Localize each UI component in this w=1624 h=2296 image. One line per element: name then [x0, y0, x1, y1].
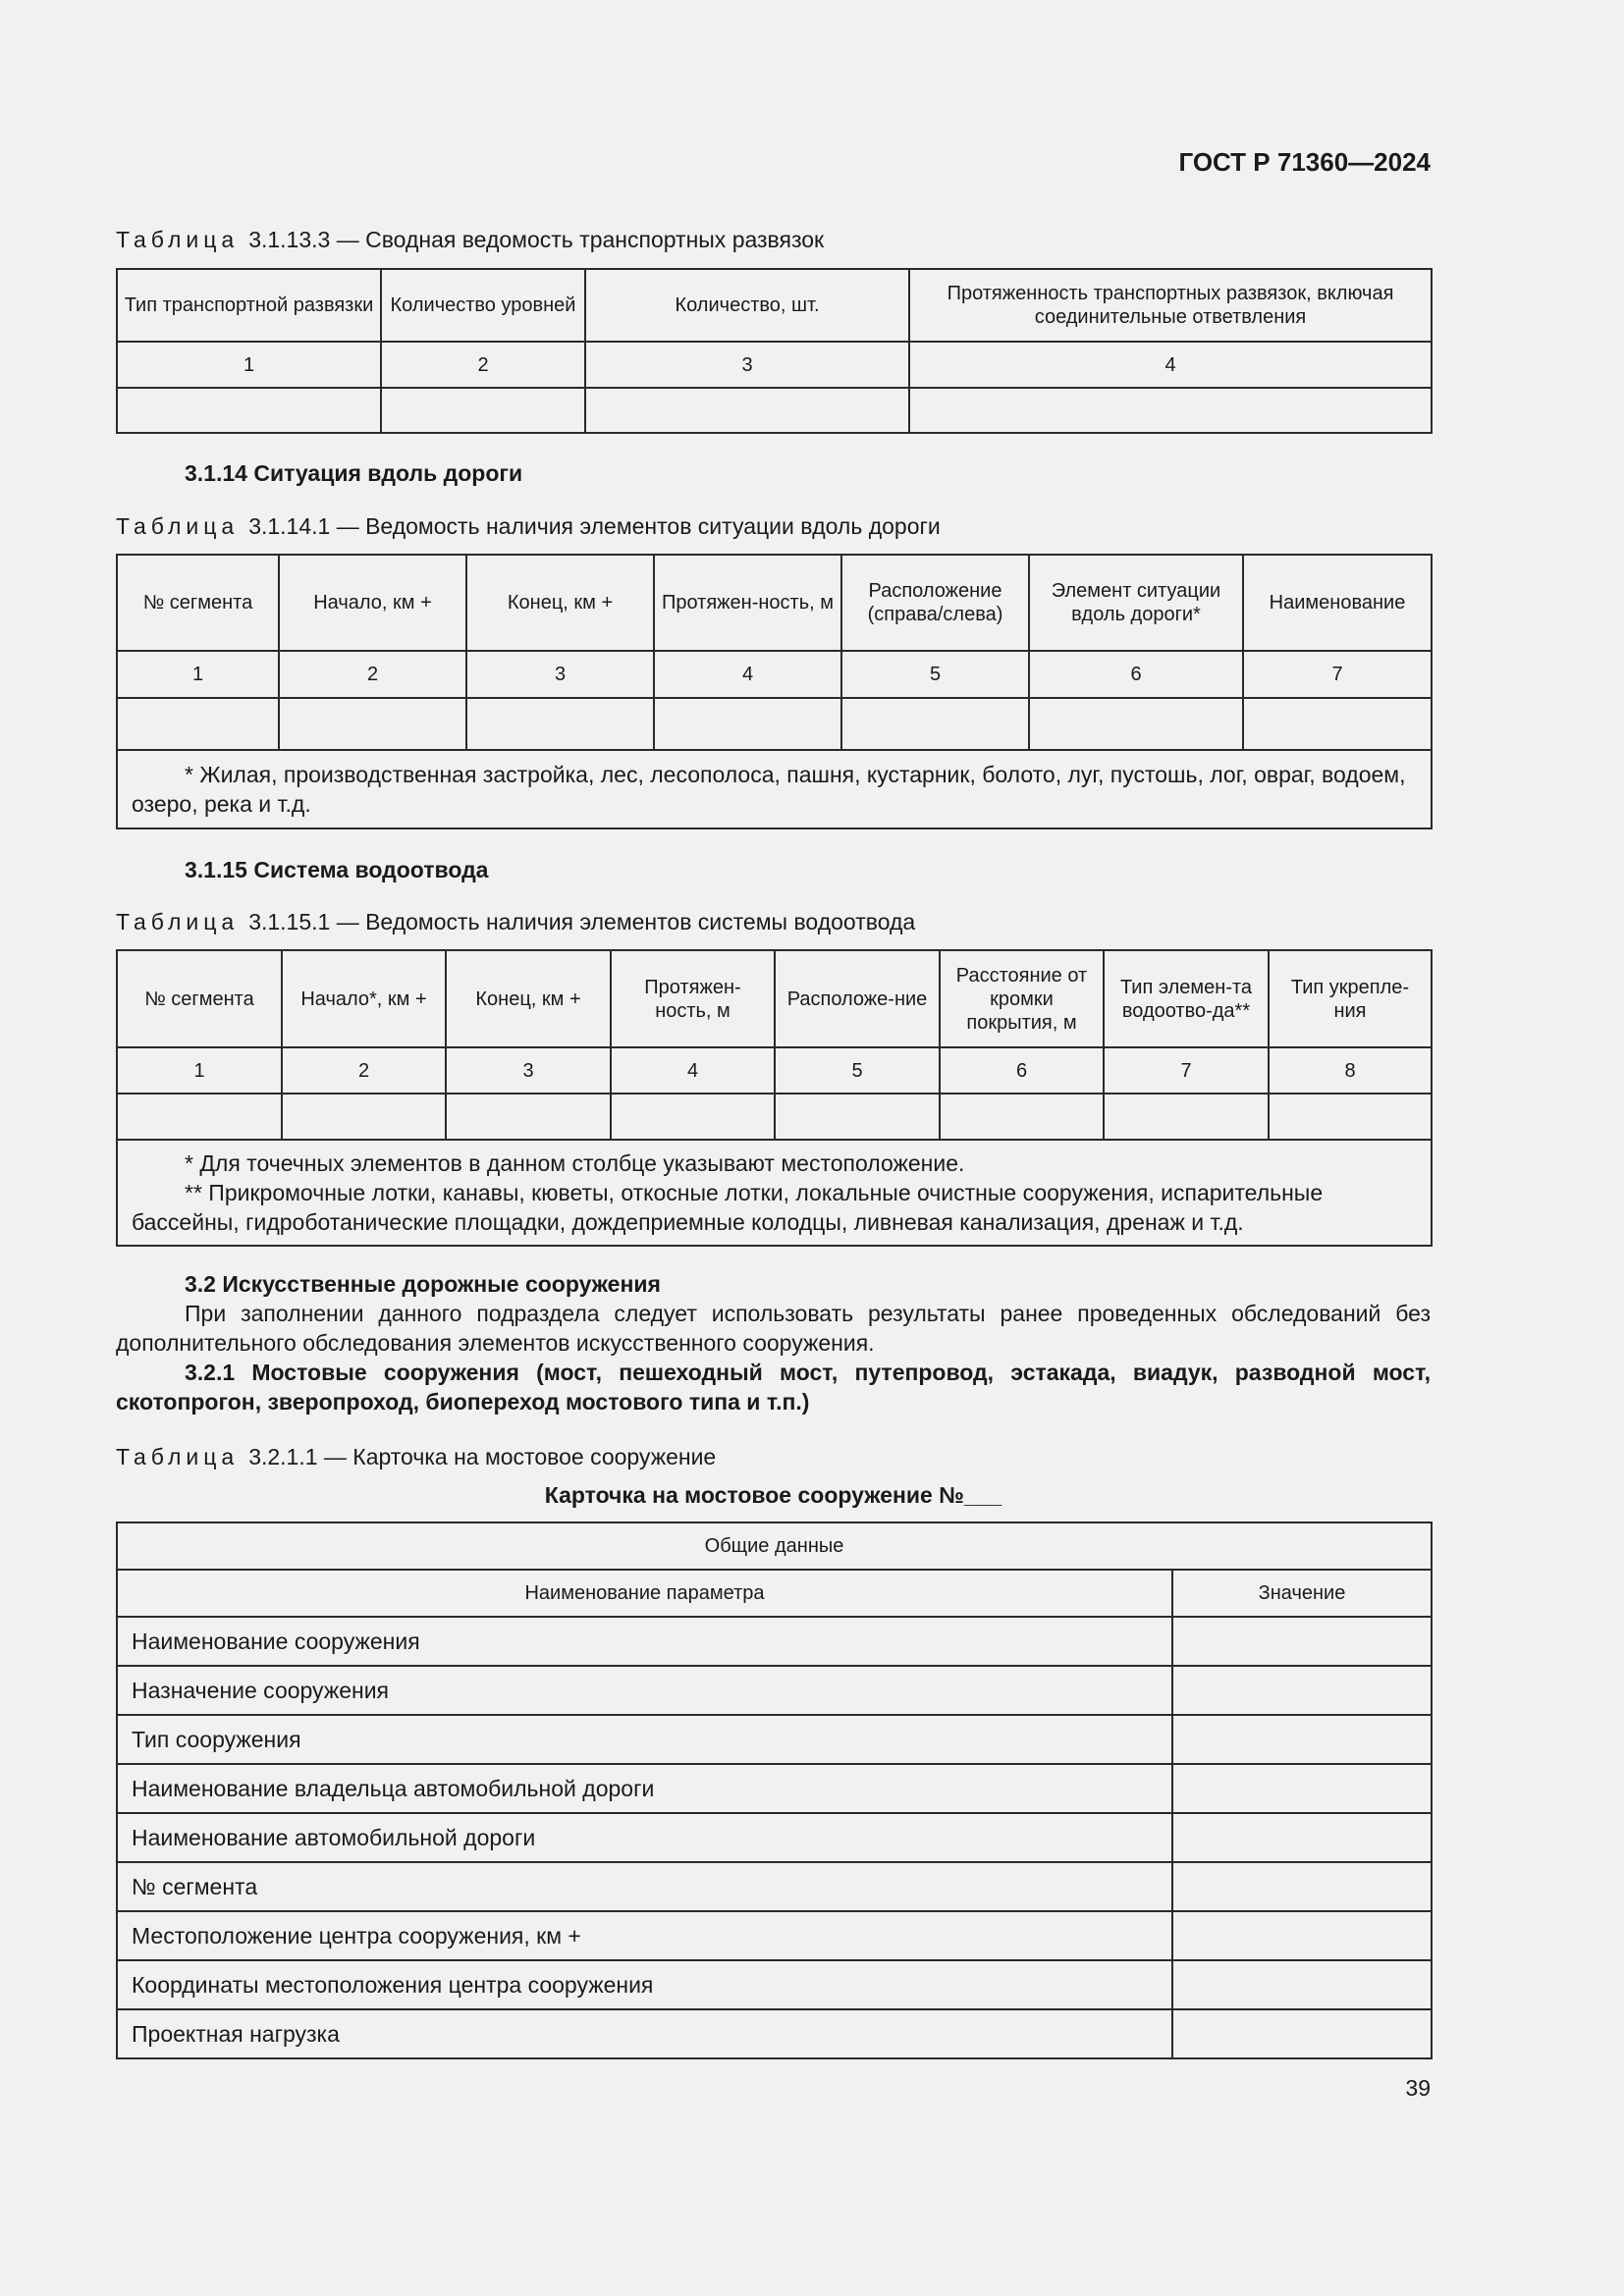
table2-number-cell: 2	[279, 651, 466, 698]
table3-empty-cell[interactable]	[1269, 1094, 1432, 1140]
table1-number-cell: 2	[381, 342, 585, 388]
table4-row	[117, 1960, 1432, 2009]
table4-param-name: Наименование автомобильной дороги	[117, 1813, 1172, 1862]
table2-number-cell: 4	[654, 651, 841, 698]
table3-header-cell: Расстояние от кромки покрытия, м	[940, 950, 1104, 1047]
table2-empty-cell[interactable]	[279, 698, 466, 750]
table2-number-cell: 7	[1243, 651, 1432, 698]
table4-col-param: Наименование параметра	[117, 1570, 1172, 1617]
table2-empty-cell[interactable]	[841, 698, 1029, 750]
table3-empty-cell[interactable]	[1104, 1094, 1269, 1140]
table2-note-text: * Жилая, производственная застройка, лес, лесополоса, пашня, кустарник, болото, луг, пустошь, лог, овраг, водоем, озеро, река и т.д.	[132, 762, 1406, 817]
document-id: ГОСТ Р 71360—2024	[1178, 147, 1431, 177]
table4-param-name: Проектная нагрузка	[117, 2009, 1172, 2058]
table3-number-cell: 1	[117, 1047, 282, 1094]
table3-number-cell: 5	[775, 1047, 940, 1094]
table2-caption-text: 3.1.14.1 — Ведомость наличия элементов ситуации вдоль дороги	[248, 513, 941, 539]
table3-header-cell: Начало*, км +	[282, 950, 446, 1047]
table4-row	[117, 1764, 1432, 1813]
table1-label: Таблица	[116, 227, 240, 252]
table3-header-cell: Конец, км +	[446, 950, 611, 1047]
table4-caption	[116, 1444, 716, 1470]
table2-caption	[116, 513, 941, 540]
table3-header-cell: Протяжен-ность, м	[611, 950, 775, 1047]
table3-empty-cell[interactable]	[775, 1094, 940, 1140]
table2-number-cell: 6	[1029, 651, 1243, 698]
table1-caption-text: 3.1.13.3 — Сводная ведомость транспортных развязок	[248, 227, 825, 252]
section-3-2	[116, 1269, 1431, 1416]
table2-empty-cell[interactable]	[1243, 698, 1432, 750]
table1-number-row	[117, 342, 1432, 388]
table3-caption-text: 3.1.15.1 — Ведомость наличия элементов системы водоотвода	[248, 909, 916, 934]
table1-header-cell: Тип транспортной развязки	[117, 269, 381, 342]
table2-empty-row	[117, 698, 1432, 750]
table4-row	[117, 1862, 1432, 1911]
table4-value-cell[interactable]	[1172, 1960, 1432, 2009]
table2-empty-cell[interactable]	[466, 698, 654, 750]
table2-empty-cell[interactable]	[117, 698, 279, 750]
table3-number-cell: 4	[611, 1047, 775, 1094]
table2-header-cell: Элемент ситуации вдоль дороги*	[1029, 555, 1243, 651]
table3-number-cell: 7	[1104, 1047, 1269, 1094]
table2-number-row	[117, 651, 1432, 698]
table4-value-cell[interactable]	[1172, 1666, 1432, 1715]
table1-empty-cell[interactable]	[909, 388, 1432, 433]
table4-row	[117, 2009, 1432, 2058]
table1-number-cell: 4	[909, 342, 1432, 388]
table4-col-value: Значение	[1172, 1570, 1432, 1617]
table1-empty-cell[interactable]	[117, 388, 381, 433]
table1-header-cell: Количество, шт.	[585, 269, 909, 342]
table2-header-cell: Протяжен-ность, м	[654, 555, 841, 651]
table4-param-name: Наименование сооружения	[117, 1617, 1172, 1666]
table2-label: Таблица	[116, 513, 240, 539]
table4-value-cell[interactable]	[1172, 1862, 1432, 1911]
table4-value-cell[interactable]	[1172, 2009, 1432, 2058]
table4-value-cell[interactable]	[1172, 1715, 1432, 1764]
table2-header-cell: Расположение (справа/слева)	[841, 555, 1029, 651]
table4-value-cell[interactable]	[1172, 1764, 1432, 1813]
table3-note	[117, 1140, 1432, 1246]
table3-number-cell: 2	[282, 1047, 446, 1094]
table4-param-name: Назначение сооружения	[117, 1666, 1172, 1715]
table1-header-cell: Протяженность транспортных развязок, включая соединительные ответвления	[909, 269, 1432, 342]
table3-header-row	[117, 950, 1432, 1047]
table2-header-cell: Конец, км +	[466, 555, 654, 651]
table2-note-row	[117, 750, 1432, 828]
table3-number-cell: 8	[1269, 1047, 1432, 1094]
table3-caption	[116, 909, 915, 935]
table2	[116, 554, 1433, 829]
table3-header-cell: Расположе-ние	[775, 950, 940, 1047]
section-3-2-heading: 3.2 Искусственные дорожные сооружения	[185, 1271, 661, 1297]
table4-param-name: Координаты местоположения центра сооружения	[117, 1960, 1172, 2009]
table4-column-header-row	[117, 1570, 1432, 1617]
table1-empty-cell[interactable]	[585, 388, 909, 433]
card-title: Карточка на мостовое сооружение №___	[544, 1482, 1002, 1508]
table2-header-cell: Наименование	[1243, 555, 1432, 651]
table4-caption-text: 3.2.1.1 — Карточка на мостовое сооружение	[248, 1444, 717, 1469]
table4-row	[117, 1666, 1432, 1715]
table2-header-cell: № сегмента	[117, 555, 279, 651]
table4	[116, 1522, 1433, 2059]
table3-number-row	[117, 1047, 1432, 1094]
table1	[116, 268, 1433, 434]
table4-row	[117, 1813, 1432, 1862]
table2-number-cell: 1	[117, 651, 279, 698]
table3-number-cell: 6	[940, 1047, 1104, 1094]
table3-header-cell: Тип укрепле-ния	[1269, 950, 1432, 1047]
table1-empty-cell[interactable]	[381, 388, 585, 433]
table3-empty-cell[interactable]	[611, 1094, 775, 1140]
table1-caption	[116, 227, 824, 253]
table2-number-cell: 3	[466, 651, 654, 698]
section-3-2-paragraph: При заполнении данного подраздела следует использовать результаты ранее проведенных обследований без дополнительного обследования элементов искусственного сооружения.	[116, 1301, 1431, 1356]
table4-row	[117, 1715, 1432, 1764]
table2-empty-cell[interactable]	[1029, 698, 1243, 750]
table4-param-name: Местоположение центра сооружения, км +	[117, 1911, 1172, 1960]
section-3-1-14-heading: 3.1.14 Ситуация вдоль дороги	[185, 460, 523, 486]
table4-param-name: № сегмента	[117, 1862, 1172, 1911]
table3-empty-cell[interactable]	[117, 1094, 282, 1140]
table2-header-cell: Начало, км +	[279, 555, 466, 651]
table4-general-header: Общие данные	[117, 1522, 1432, 1570]
table4-general-row	[117, 1522, 1432, 1570]
table4-value-cell[interactable]	[1172, 1617, 1432, 1666]
table4-value-cell[interactable]	[1172, 1813, 1432, 1862]
table4-param-name: Наименование владельца автомобильной дороги	[117, 1764, 1172, 1813]
table2-empty-cell[interactable]	[654, 698, 841, 750]
table3-header-cell: № сегмента	[117, 950, 282, 1047]
table2-note	[117, 750, 1432, 828]
table4-label: Таблица	[116, 1444, 240, 1469]
section-3-2-1-heading: 3.2.1 Мостовые сооружения (мост, пешеходный мост, путепровод, эстакада, виадук, разводной мост, скотопрогон, зверопроход, биопереход мостового типа и т.п.)	[116, 1360, 1431, 1415]
table3-label: Таблица	[116, 909, 240, 934]
table4-row	[117, 1911, 1432, 1960]
table4-row	[117, 1617, 1432, 1666]
table1-header-row	[117, 269, 1432, 342]
table1-header-cell: Количество уровней	[381, 269, 585, 342]
table1-number-cell: 3	[585, 342, 909, 388]
table3-empty-row	[117, 1094, 1432, 1140]
table4-param-name: Тип сооружения	[117, 1715, 1172, 1764]
table3-note-1: * Для точечных элементов в данном столбце указывают местоположение.	[185, 1150, 965, 1176]
table2-header-row	[117, 555, 1432, 651]
section-3-1-15-heading: 3.1.15 Система водоотвода	[185, 857, 489, 882]
table3-header-cell: Тип элемен-та водоотво-да**	[1104, 950, 1269, 1047]
table3-note-row	[117, 1140, 1432, 1246]
page-number: 39	[1405, 2075, 1431, 2101]
table4-value-cell[interactable]	[1172, 1911, 1432, 1960]
table1-empty-row	[117, 388, 1432, 433]
table3-empty-cell[interactable]	[282, 1094, 446, 1140]
table3-note-2: ** Прикромочные лотки, канавы, кюветы, откосные лотки, локальные очистные сооружения, испарительные бассейны, гидроботанические площадки, дождеприемные колодцы, ливневая канализация, дренаж и т.д.	[132, 1180, 1324, 1235]
table3	[116, 949, 1433, 1247]
table3-number-cell: 3	[446, 1047, 611, 1094]
table3-empty-cell[interactable]	[446, 1094, 611, 1140]
table2-number-cell: 5	[841, 651, 1029, 698]
table1-number-cell: 1	[117, 342, 381, 388]
table3-empty-cell[interactable]	[940, 1094, 1104, 1140]
